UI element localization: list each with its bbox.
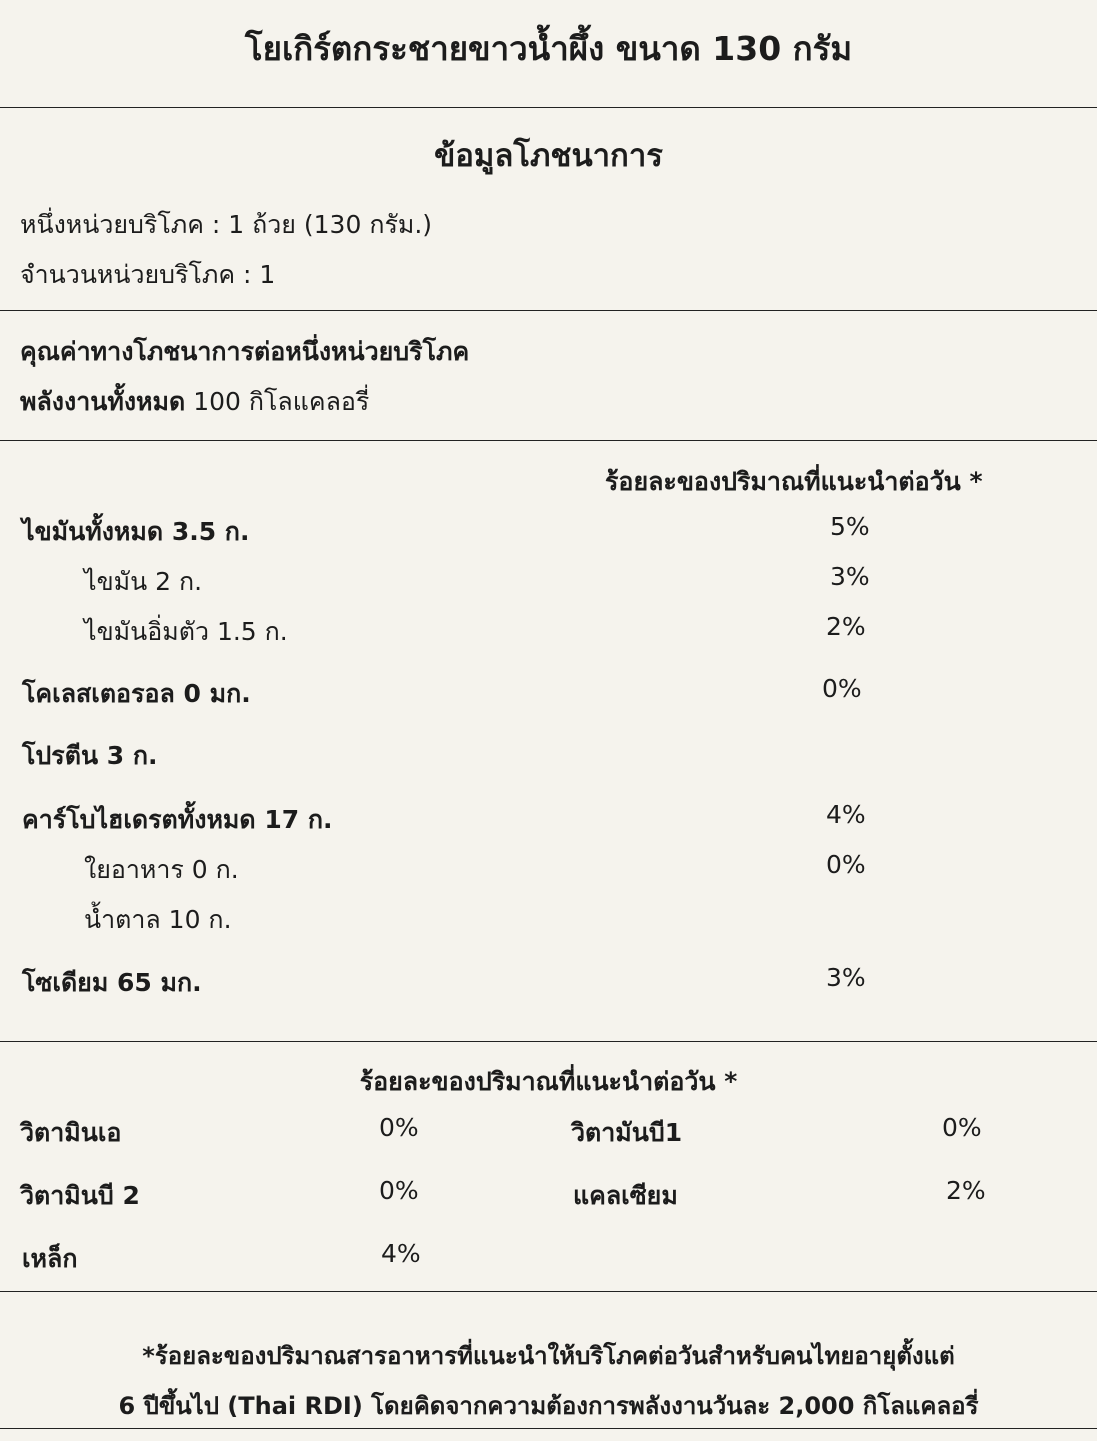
nutrient-label: ไขมันทั้งหมด 3.5 ก. — [22, 517, 250, 546]
nutrient-label: โปรตีน 3 ก. — [22, 741, 158, 770]
nutrient-label: ไขมันอิ่มตัว 1.5 ก. — [84, 617, 288, 646]
nutrient-label: ไขมัน 2 ก. — [84, 567, 203, 596]
vitamin-pct: 0% — [379, 1176, 419, 1205]
nutrient-pct: 3% — [830, 562, 870, 591]
vitamin-label: เหล็ก — [22, 1244, 78, 1273]
vitamin-label: วิตามันบี1 — [571, 1118, 683, 1147]
vitamin-pct: 2% — [946, 1176, 986, 1205]
nutrient-pct: 0% — [826, 850, 866, 879]
nutrient-label: โคเลสเตอรอล 0 มก. — [22, 679, 251, 708]
rdi-header: ร้อยละของปริมาณที่แนะนำต่อวัน * — [605, 467, 983, 496]
vitamin-pct: 0% — [379, 1113, 419, 1142]
footnote-line-1: *ร้อยละของปริมาณสารอาหารที่แนะนำให้บริโภคต่อวันสำหรับคนไทยอายุตั้งแต่ — [142, 1342, 955, 1370]
divider — [0, 107, 1097, 108]
nutrient-pct: 2% — [826, 612, 866, 641]
nutrient-label: น้ำตาล 10 ก. — [84, 905, 232, 934]
energy-label: พลังงานทั้งหมด — [20, 387, 186, 416]
nutrient-pct: 0% — [822, 674, 862, 703]
vitamin-pct: 4% — [381, 1239, 421, 1268]
vitamin-label: วิตามินเอ — [20, 1118, 122, 1147]
nutrient-label: ใยอาหาร 0 ก. — [84, 855, 239, 884]
nutrient-label: โซเดียม 65 มก. — [22, 968, 202, 997]
nutrient-label: คาร์โบไฮเดรตทั้งหมด 17 ก. — [22, 805, 333, 834]
product-title: โยเกิร์ตกระชายขาวน้ำผึ้ง ขนาด 130 กรัม — [244, 29, 853, 68]
vitamin-label: แคลเซียม — [573, 1181, 678, 1210]
footnote-line-2: 6 ปีขึ้นไป (Thai RDI) โดยคิดจากความต้องการพลังงานวันละ 2,000 กิโลแคลอรี่ — [118, 1392, 979, 1420]
energy-row — [20, 382, 369, 422]
serving-size: หนึ่งหน่วยบริโภค : 1 ถ้วย (130 กรัม.) — [20, 210, 433, 239]
divider — [0, 1041, 1097, 1042]
vitamin-pct: 0% — [942, 1113, 982, 1142]
divider — [0, 440, 1097, 441]
serving-count: จำนวนหน่วยบริโภค : 1 — [20, 260, 276, 289]
per-serving-heading: คุณค่าทางโภชนาการต่อหนึ่งหน่วยบริโภค — [20, 337, 470, 366]
nutrient-pct: 5% — [830, 512, 870, 541]
vitamins-header: ร้อยละของปริมาณที่แนะนำต่อวัน * — [359, 1067, 738, 1096]
energy-value: 100 กิโลแคลอรี่ — [193, 387, 370, 416]
divider — [0, 1428, 1097, 1429]
section-title: ข้อมูลโภชนาการ — [434, 138, 663, 174]
nutrient-pct: 3% — [826, 963, 866, 992]
divider — [0, 1291, 1097, 1292]
nutrient-pct: 4% — [826, 800, 866, 829]
vitamin-label: วิตามินบี 2 — [20, 1181, 140, 1210]
divider — [0, 310, 1097, 311]
